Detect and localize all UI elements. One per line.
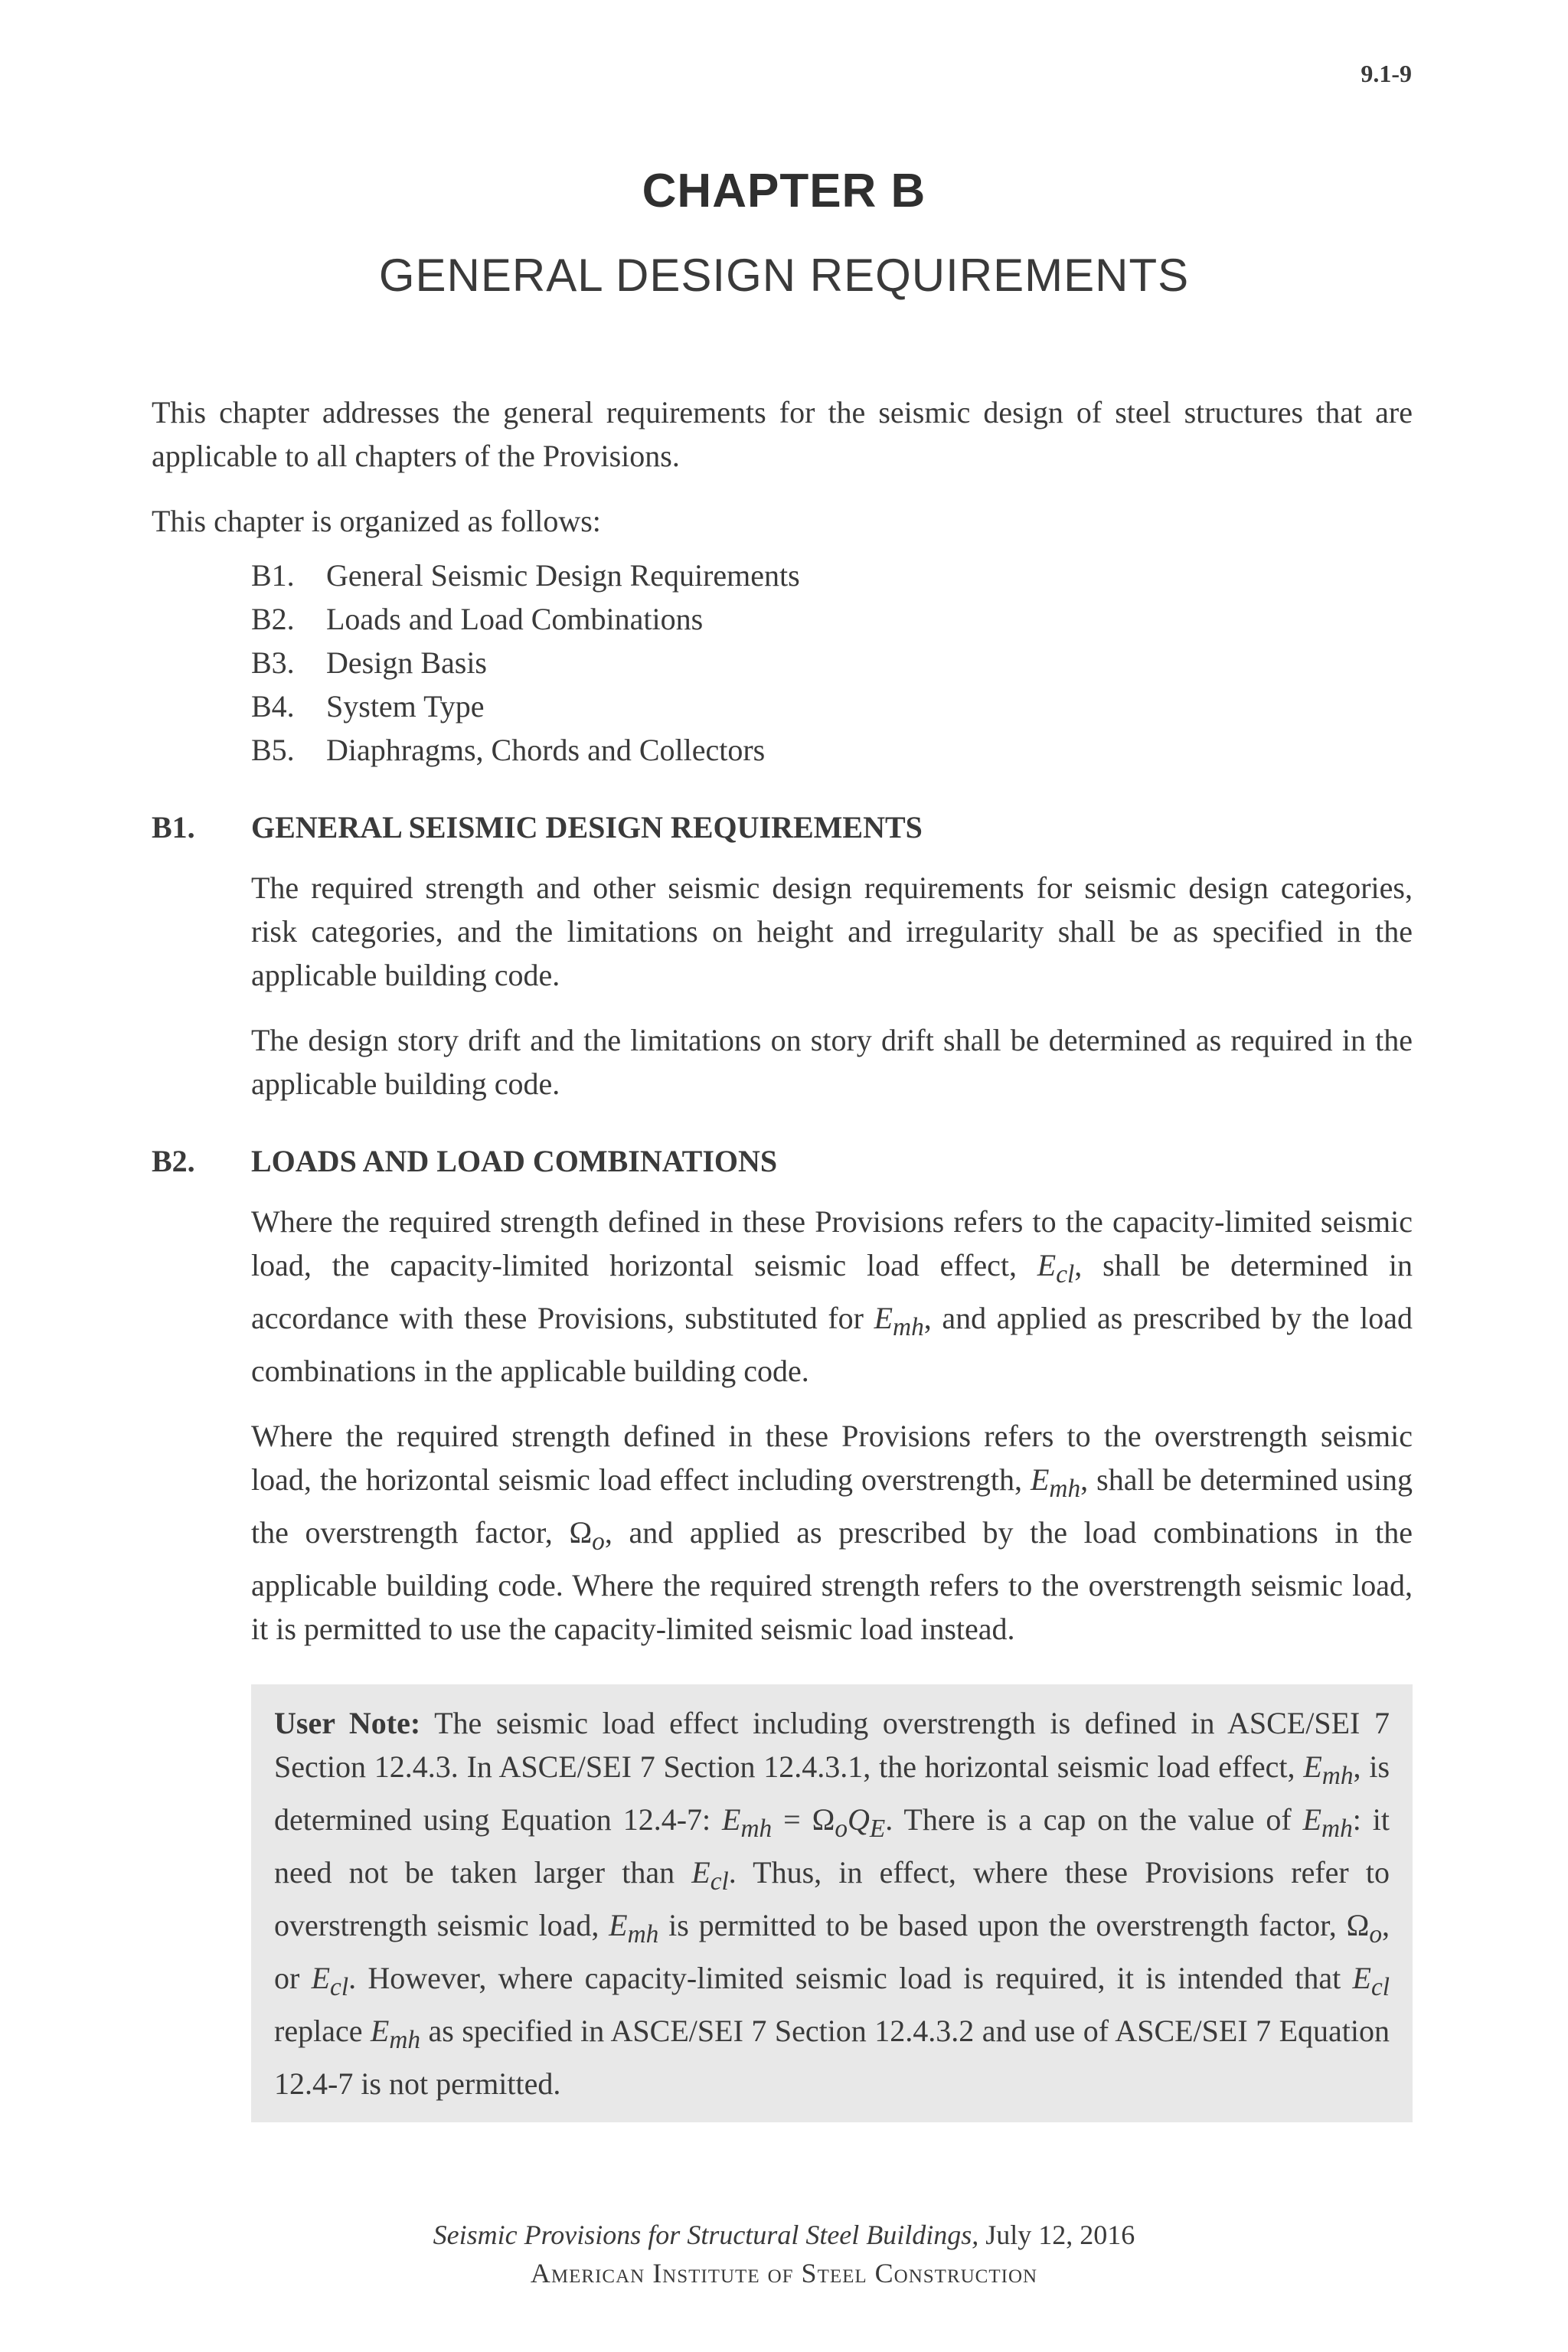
section-paragraph: The required strength and other seismic design requirements for seismic design categories, risk categories, and the limitations on height and irregularity shall be as specified in the applicable building code. xyxy=(251,871,1413,992)
list-item: B3. Design Basis xyxy=(251,645,487,680)
chapter-heading xyxy=(0,161,1568,306)
page-content xyxy=(152,390,1413,2122)
user-note-text: User Note: The seismic load effect including overstrength is defined in ASCE/SEI 7 Section 12.4.3. In ASCE/SEI 7 Section 12.4.3.1, the horizontal seismic load effect, $E_{mh}$, is determined using Equation 12.4-7: $E_{mh} = \Omega_oQ_E$. There is a cap on the value of $E_{mh}$: it need not be taken larger than $E_{cl}$. Thus, in effect, where these Provisions refer to overstrength seismic load, $E_{mh}$ is permitted to be based upon the overstrength factor, $\Omega_o$, or $E_{cl}$. However, where capacity-limited seismic load is required, it is intended that $E_{cl}$ replace $E_{mh}$ as specified in ASCE/SEI 7 Section 12.4.3.2 and use of ASCE/SEI 7 Equation 12.4-7 is not permitted. xyxy=(274,1706,1390,2101)
section-paragraph: The design story drift and the limitations on story drift shall be determined as required in the applicable building code. xyxy=(251,1023,1413,1101)
chapter-title: GENERAL DESIGN REQUIREMENTS xyxy=(378,250,1190,301)
list-item: B4. System Type xyxy=(251,689,485,724)
chapter-label: CHAPTER B xyxy=(642,165,926,217)
list-item: B5. Diaphragms, Chords and Collectors xyxy=(251,733,766,767)
section-b2 xyxy=(152,1139,1413,2122)
list-item: B2. Loads and Load Combinations xyxy=(251,602,704,636)
section-heading: B2. LOADS AND LOAD COMBINATIONS xyxy=(152,1144,778,1178)
section-heading: B1. GENERAL SEISMIC DESIGN REQUIREMENTS xyxy=(152,810,923,844)
intro-organized: This chapter is organized as follows: xyxy=(152,504,601,538)
section-paragraph: Where the required strength defined in these Provisions refers to the overstrength seismic load, the horizontal seismic load effect including overstrength, $E_{mh}$, shall be determined using the overstrength factor, $\Omega_o$, and applied as prescribed by the load combinations in the applicable building code. Where the required strength refers to the overstrength seismic load, it is permitted to use the capacity-limited seismic load instead. xyxy=(251,1419,1413,1646)
intro-paragraph: This chapter addresses the general requirements for the seismic design of steel structures that are applicable to all chapters of the Provisions. xyxy=(152,395,1413,473)
footer-publication: Seismic Provisions for Structural Steel Buildings, July 12, 2016 xyxy=(433,2220,1135,2250)
section-paragraph: Where the required strength defined in these Provisions refers to the capacity-limited seismic load, the capacity-limited horizontal seismic load effect, $E_{cl}$, shall be determined in accordance with these Provisions, substituted for $E_{mh}$, and applied as prescribed by the load combinations in the applicable building code. xyxy=(251,1204,1413,1388)
footer-organization: American Institute of Steel Construction xyxy=(530,2258,1038,2288)
list-item: B1. General Seismic Design Requirements xyxy=(251,558,800,593)
user-note-box xyxy=(251,1684,1413,2122)
page-number: 9.1-9 xyxy=(1361,60,1412,87)
page-footer xyxy=(0,2216,1568,2292)
section-b1 xyxy=(152,805,1413,1106)
chapter-contents-list xyxy=(251,554,1413,772)
